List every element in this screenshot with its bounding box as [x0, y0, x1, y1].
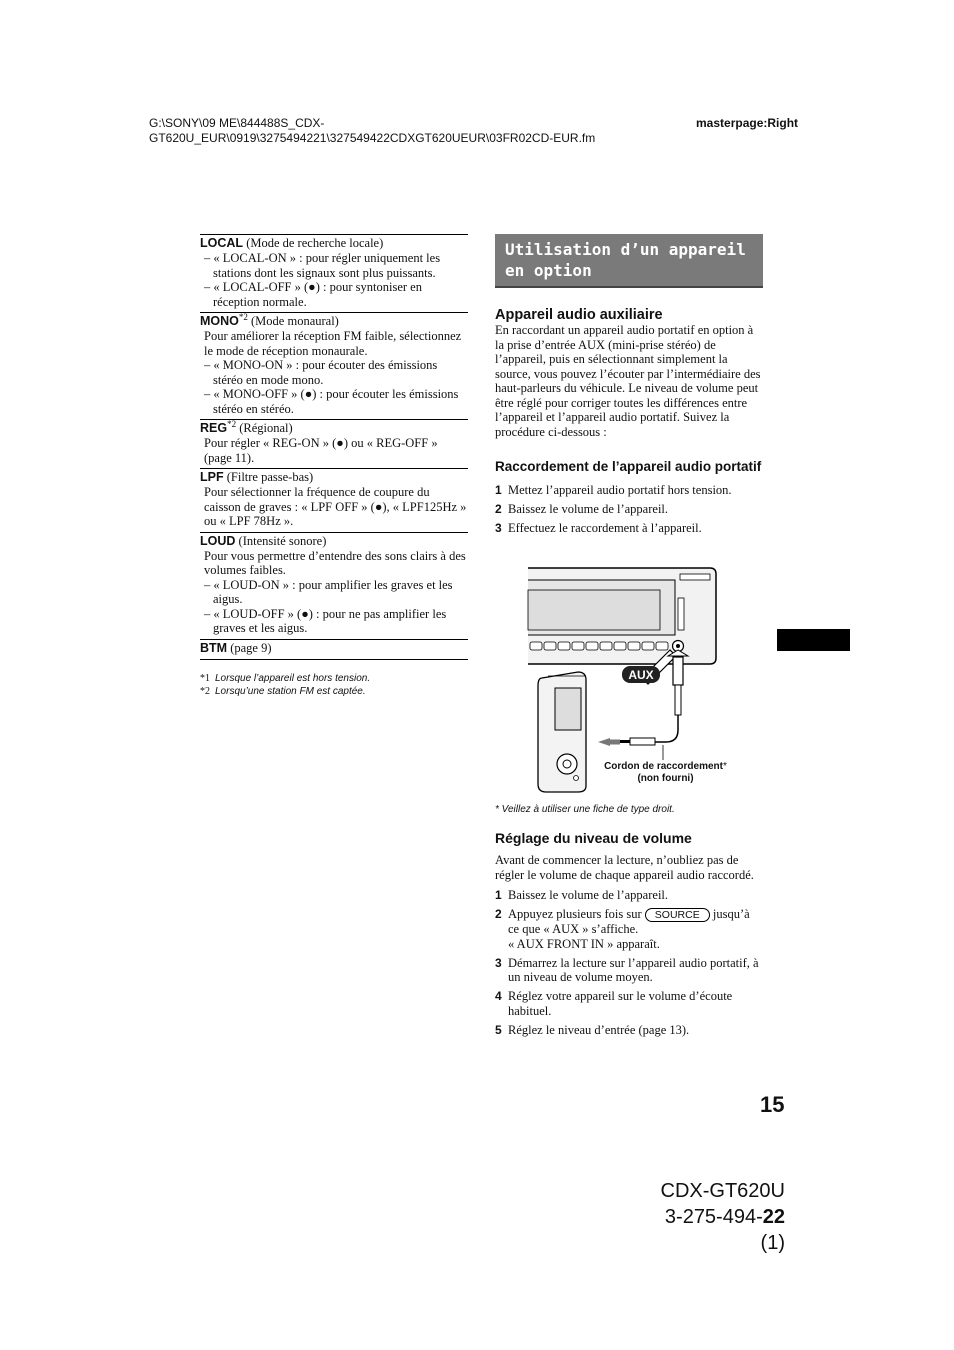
source-button: SOURCE — [645, 908, 710, 922]
masterpage-label: masterpage:Right — [696, 116, 799, 130]
aux-label: AUX — [628, 668, 654, 682]
volume-step-2: 2 Appuyez plusieurs fois sur SOURCE jusqu’à ce que « AUX » s’affiche. « AUX FRONT IN » apparaît. — [495, 907, 750, 951]
volume-intro: Avant de commencer la lecture, n’oubliez pas de régler le volume de chaque appareil audio raccordé. — [495, 853, 754, 882]
volume-step-1: 1 Baissez le volume de l’appareil. — [495, 888, 669, 902]
setting-heading: LOCAL (Mode de recherche locale) — [200, 236, 384, 250]
footnote-1: *1 Lorsque l’appareil est hors tension. — [200, 672, 371, 684]
section-tab-marker — [777, 629, 850, 651]
volume-step-5: 5 Réglez le niveau d’entrée (page 13). — [495, 1022, 690, 1037]
setting-option: – « MONO-ON » : pour écouter des émissions stéréo en mode mono. — [204, 358, 438, 387]
file-path-line-2: GT620U_EUR\0919\3275494221\327549422CDXGT620UEUR\03FR02CD-EUR.fm — [149, 131, 596, 145]
model-block — [640, 1178, 785, 1256]
setting-reg — [200, 419, 468, 468]
footnote-2: *2 Lorsqu’une station FM est captée. — [200, 685, 366, 697]
cable-caption: Cordon de raccordement* (non fourni) — [604, 761, 727, 784]
setting-option: – « LOUD-OFF » (●) : pour ne pas amplifier les graves et les aigus. — [204, 606, 447, 635]
file-path — [149, 116, 595, 146]
right-column — [495, 234, 763, 540]
connect-title: Raccordement de l’appareil audio portatif — [495, 459, 762, 474]
connect-step-3: 3 Effectuez le raccordement à l’appareil. — [495, 521, 702, 535]
volume-step-3: 3 Démarrez la lecture sur l’appareil audio portatif, à un niveau de volume moyen. — [495, 955, 759, 984]
volume-title: Réglage du niveau de volume — [495, 830, 692, 846]
setting-option: – « LOUD-ON » : pour amplifier les graves et les aigus. — [204, 577, 453, 606]
file-path-line-1: G:\SONY\09 ME\844488S_CDX- — [149, 116, 325, 130]
model-code: 3-275-494-22 (1) — [664, 1206, 785, 1254]
figure-note: * Veillez à utiliser une fiche de type droit. — [495, 804, 675, 815]
settings-list — [200, 234, 468, 698]
section-banner: Utilisation d’un appareil en option — [495, 234, 763, 288]
setting-lpf — [200, 468, 468, 532]
setting-heading: MONO$^{*2}$ (Mode monaural) — [200, 311, 339, 328]
setting-btm — [200, 639, 468, 660]
connect-steps — [495, 483, 763, 536]
setting-description: Pour sélectionner la fréquence de coupure du caisson de graves : « LPF OFF » (●), « LPF125Hz » ou « LPF 78Hz ». — [204, 485, 467, 528]
connection-cable — [598, 685, 681, 760]
volume-step-4: 4 Réglez votre appareil sur le volume d’écoute habituel. — [495, 989, 733, 1018]
footnotes — [200, 672, 468, 698]
section-title: Appareil audio auxiliaire — [495, 307, 663, 323]
setting-description: Pour régler « REG-ON » (●) ou « REG-OFF » (page 11). — [204, 436, 438, 465]
volume-section — [495, 804, 763, 1042]
page-number: 15 — [760, 1092, 785, 1117]
setting-mono — [200, 312, 468, 419]
model-name: CDX-GT620U — [660, 1180, 785, 1202]
setting-heading: LOUD (Intensité sonore) — [200, 533, 327, 548]
setting-heading: REG$^{*2}$ (Régional) — [200, 418, 293, 435]
setting-option: – « LOCAL-OFF » (●) : pour syntoniser en réception normale. — [204, 280, 422, 309]
setting-loud — [200, 532, 468, 639]
connect-step-2: 2 Baissez le volume de l’appareil. — [495, 502, 669, 516]
setting-option: – « MONO-OFF » (●) : pour écouter les émissions stéréo en stéréo. — [204, 387, 459, 416]
setting-description: Pour vous permettre d’entendre des sons clairs à des volumes faibles. — [204, 548, 466, 577]
setting-description: Pour améliorer la réception FM faible, sélectionnez le mode de réception monaurale. — [204, 329, 462, 358]
portable-player — [538, 672, 586, 792]
setting-local — [200, 234, 468, 312]
setting-heading: BTM (page 9) — [200, 640, 272, 655]
setting-option: – « LOCAL-ON » : pour régler uniquement les stations dont les signaux sont plus puissants. — [204, 251, 441, 280]
intro-paragraph: En raccordant un appareil audio portatif en option à la prise d’entrée AUX (mini-prise stéréo) de l’appareil, puis en sélectionnant simplement la source, vous pouvez l’écouter par l’intermédiaire des haut-parleurs du véhicule. Le niveau de volume peut être réglé pour corriger toutes les différences entre l’appareil et l’appareil audio portatif. Suivez la procédure ci-dessous : — [495, 323, 761, 439]
volume-steps — [495, 888, 763, 1037]
car-stereo-unit — [528, 568, 716, 664]
connection-figure — [520, 560, 730, 795]
connect-step-1: 1 Mettez l’appareil audio portatif hors tension. — [495, 483, 732, 497]
setting-heading: LPF (Filtre passe-bas) — [200, 470, 314, 484]
